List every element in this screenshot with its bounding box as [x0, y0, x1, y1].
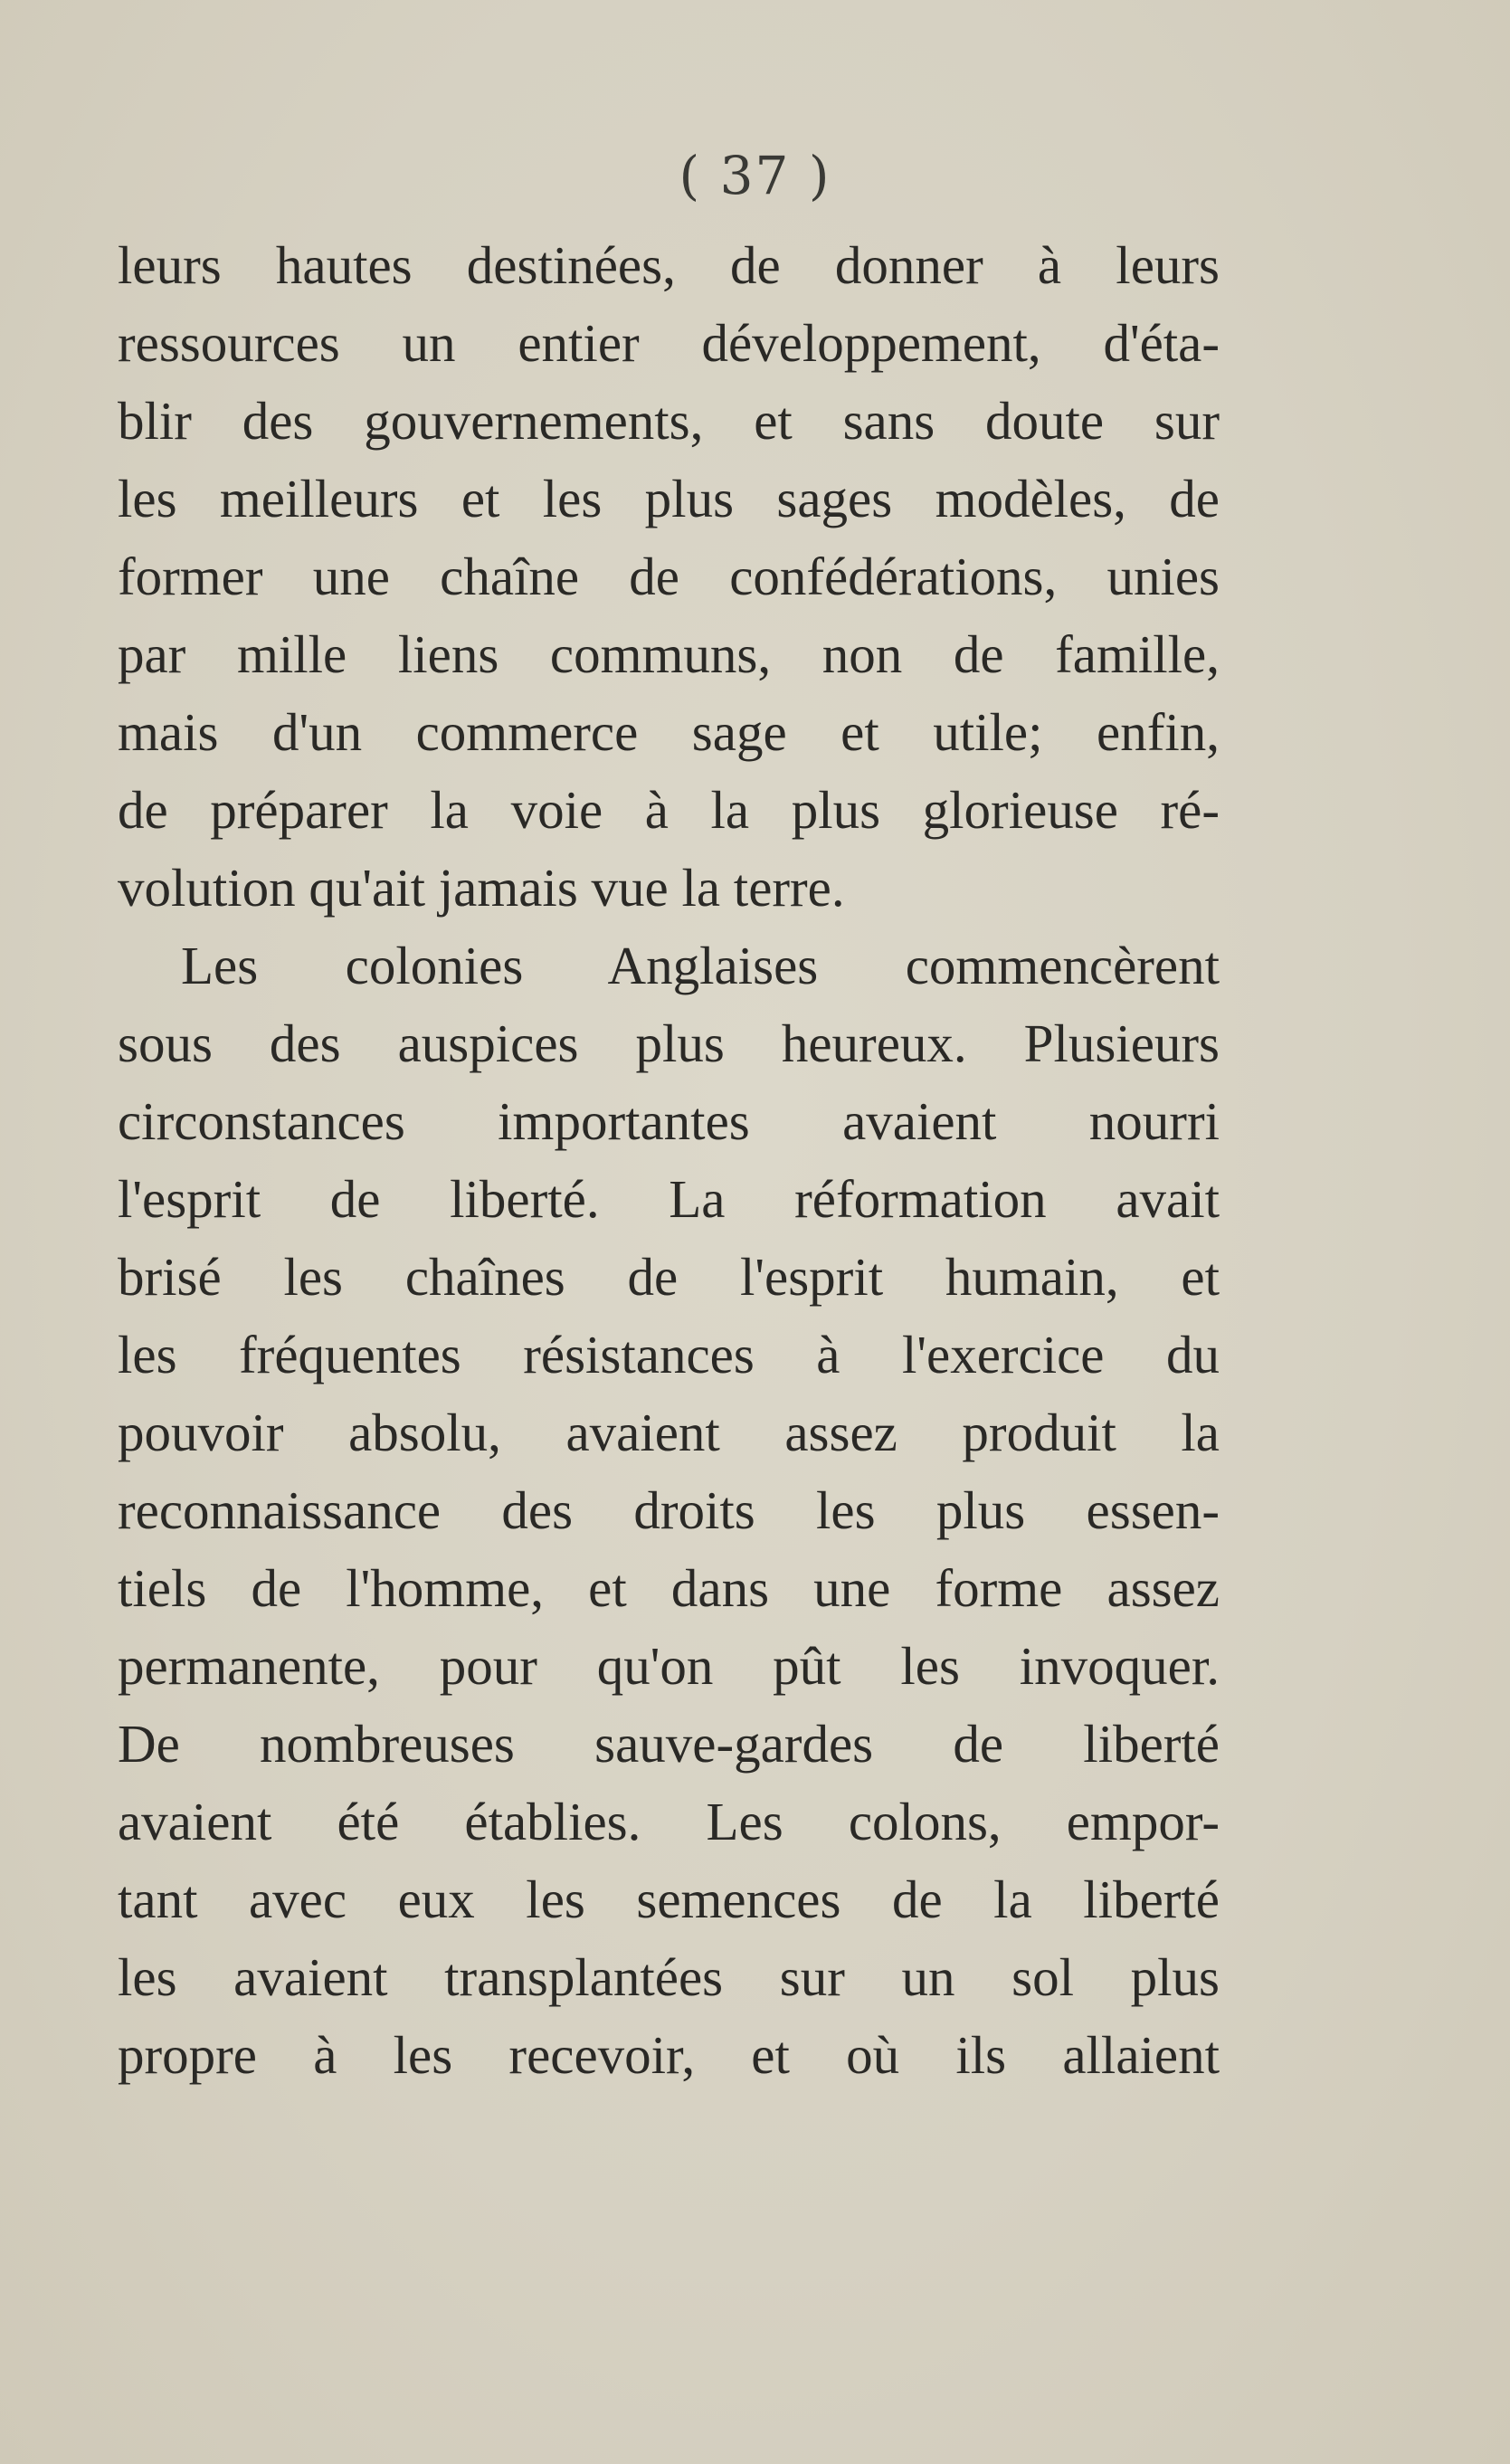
text-line: l'esprit de liberté. La réformation avait — [118, 1169, 1220, 1229]
text-line: les fréquentes résistances à l'exercice du — [118, 1325, 1220, 1384]
text-line: brisé les chaînes de l'esprit humain, et — [118, 1247, 1220, 1307]
text-line: reconnaissance des droits les plus essen- — [118, 1480, 1220, 1540]
text-line: former une chaîne de confédérations, unies — [118, 547, 1220, 606]
text-line: tant avec eux les semences de la liberté — [118, 1869, 1220, 1929]
text-line: pouvoir absolu, avaient assez produit la — [118, 1403, 1220, 1462]
text-line: circonstances importantes avaient nourri — [118, 1091, 1220, 1151]
page-number: ( 37 ) — [679, 145, 831, 206]
text-line: avaient été établies. Les colons, empor- — [118, 1792, 1220, 1851]
text-line: De nombreuses sauve-gardes de liberté — [118, 1714, 1220, 1774]
text-line: mais d'un commerce sage et utile; enfin, — [118, 702, 1220, 762]
text-line: tiels de l'homme, et dans une forme assez — [118, 1558, 1220, 1618]
text-line: propre à les recevoir, et où ils allaient — [118, 2025, 1220, 2085]
text-line: sous des auspices plus heureux. Plusieurs — [118, 1013, 1220, 1073]
text-line: par mille liens communs, non de famille, — [118, 624, 1220, 684]
text-line: ressources un entier développement, d'éta- — [118, 313, 1220, 373]
text-line: leurs hautes destinées, de donner à leurs — [118, 235, 1220, 295]
text-line: les meilleurs et les plus sages modèles, de — [118, 469, 1220, 528]
text-line: les avaient transplantées sur un sol plus — [118, 1947, 1220, 2007]
text-line: de préparer la voie à la plus glorieuse ré- — [118, 780, 1220, 840]
text-line: volution qu'ait jamais vue la terre. — [118, 858, 845, 918]
text-line: blir des gouvernements, et sans doute sur — [118, 391, 1220, 451]
text-line: permanente, pour qu'on pût les invoquer. — [118, 1636, 1220, 1696]
text-line: Les colonies Anglaises commencèrent — [181, 936, 1220, 995]
